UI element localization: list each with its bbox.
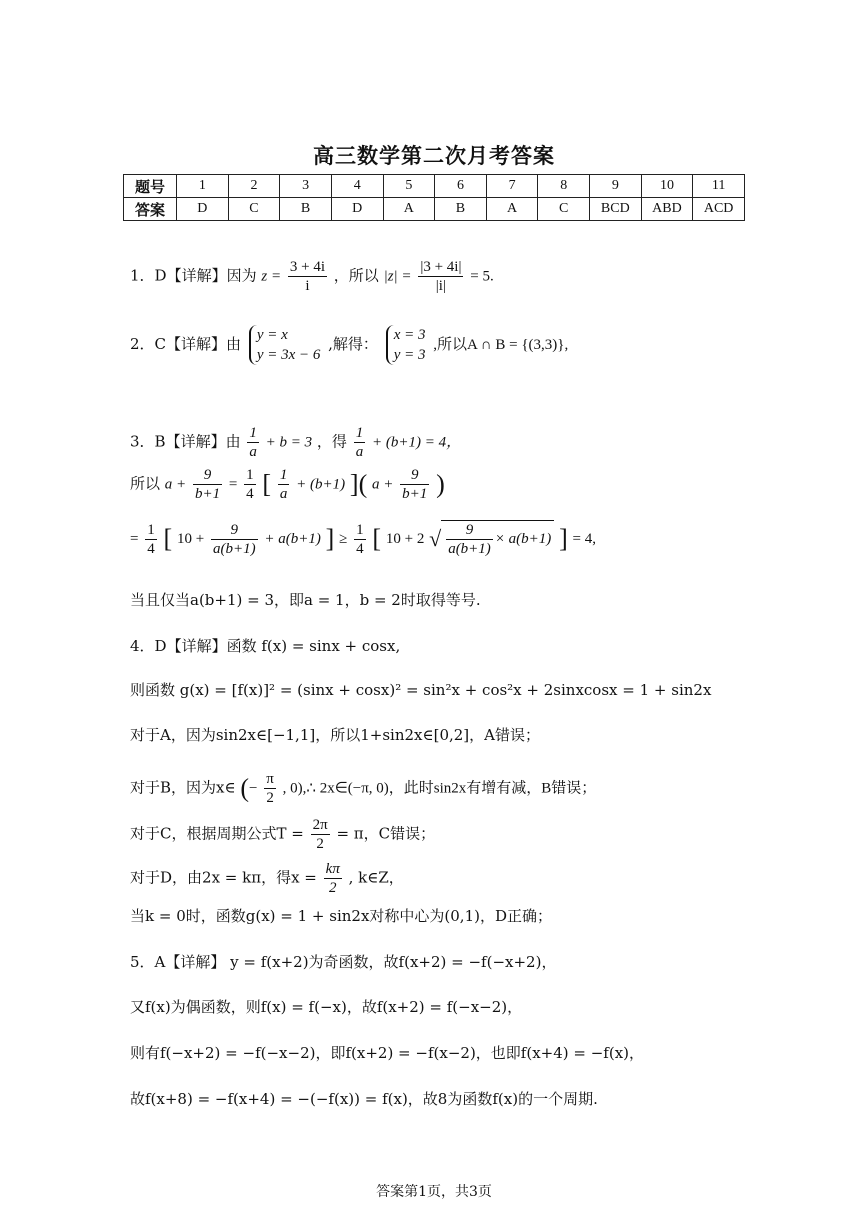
- solution-4-line-2: 则函数 g(x) = [f(x)]² = (sinx + cosx)² = sin²x + cos²x + 2sinxcosx = 1 + sin2x: [130, 681, 712, 699]
- fraction: $\frac{k\pi}{2}$: [325, 861, 340, 896]
- math-text: =: [130, 531, 139, 547]
- math-text: ≥: [339, 531, 348, 547]
- solution-3-line-1: [130, 424, 461, 461]
- table-cell: A: [383, 198, 435, 221]
- table-cell: D: [331, 198, 383, 221]
- fraction: $\frac{9}{b+1}$: [402, 467, 428, 502]
- solution-1-lead: 1．D【详解】因为: [130, 266, 257, 285]
- text: , k∈Z，: [348, 868, 404, 887]
- table-cell: D: [177, 198, 229, 221]
- table-cell: 3: [280, 175, 332, 198]
- bracket: ]: [559, 524, 568, 553]
- solution-4-line-7: 当k = 0时，函数g(x) = 1 + sin2x对称中心为(0,1)，D正确；: [130, 907, 553, 925]
- text: ，得: [316, 432, 347, 451]
- solution-3-lead: 3．B【详解】由: [130, 432, 241, 451]
- solution-4-line-4: 对于B，因为x∈ (− $\frac{\pi}{2}$ , 0),∴ 2x∈(−π, 0)，此时sin2x有增有减，B错误；: [130, 771, 597, 806]
- math-text: = 5.: [470, 268, 494, 285]
- bracket: ]: [325, 524, 335, 553]
- fraction: $\frac{9}{b+1}$: [194, 467, 221, 502]
- table-cell: 8: [538, 175, 590, 198]
- table-cell: C: [538, 198, 590, 221]
- solution-5-line-1: 5．A【详解】 y = f(x+2)为奇函数，故f(x+2) = −f(−x+2)，: [130, 953, 557, 971]
- math-text: a +: [164, 476, 187, 493]
- math-text: + b = 3: [265, 434, 313, 451]
- page-title: 高三数学第二次月考答案: [313, 143, 555, 168]
- math-text: =: [228, 476, 238, 493]
- text: 对于B，因为x∈: [130, 778, 236, 797]
- math-text: + (b+1) = 4，: [372, 434, 462, 451]
- table-cell: 11: [693, 175, 745, 198]
- math-text: + (b+1): [296, 476, 346, 493]
- fraction: $\frac{1}{a}$: [355, 425, 364, 460]
- solution-4-line-3: 对于A，因为sin2x∈[−1,1]，所以1+sin2x∈[0,2]，A错误；: [130, 726, 540, 744]
- text: 对于C，根据周期公式T =: [130, 824, 304, 843]
- solution-2-lead: 2．C【详解】由: [130, 335, 242, 353]
- table-header-answer: 答案: [124, 198, 177, 221]
- text: = π，C错误；: [336, 824, 436, 843]
- bracket: ]: [349, 469, 359, 499]
- bracket: (: [240, 773, 250, 803]
- math-text: = 4,: [572, 531, 596, 547]
- solution-5-line-2: 又f(x)为偶函数，则f(x) = f(−x)，故f(x+2) = f(−x−2)，: [130, 998, 523, 1016]
- fraction: $\frac{1}{a}$: [279, 467, 288, 502]
- math-text: 10 + 2: [385, 531, 425, 547]
- fraction: $\frac{2\pi}{2}$: [312, 817, 328, 852]
- table-cell: 10: [641, 175, 693, 198]
- math-text: z =: [261, 268, 282, 285]
- bracket: ): [436, 469, 445, 499]
- fraction: $\frac{3 + 4i}{i}$: [289, 259, 325, 294]
- table-row-numbers: [124, 175, 745, 198]
- table-cell: B: [435, 198, 487, 221]
- table-cell: 6: [435, 175, 487, 198]
- bracket: [: [163, 524, 173, 553]
- answer-table: [123, 174, 745, 221]
- fraction: $\frac{9}{a(b+1)}$: [212, 521, 256, 557]
- table-cell: ACD: [693, 198, 745, 221]
- table-cell: A: [486, 198, 538, 221]
- table-cell: 9: [590, 175, 642, 198]
- table-row-answers: [124, 198, 745, 221]
- bracket: (: [358, 469, 368, 499]
- math-text: 10 +: [176, 531, 205, 547]
- fraction: $\frac{1}{4}$: [246, 467, 254, 502]
- sqrt-icon: √: [429, 526, 442, 551]
- solution-4-line-5: [130, 816, 435, 853]
- fraction: $\frac{9}{a(b+1)}$: [448, 522, 491, 557]
- fraction: $\frac{1}{4}$: [147, 521, 155, 557]
- solution-5-line-4: 故f(x+8) = −f(x+4) = −(−f(x)) = f(x)，故8为函数f(x)的一个周期.: [130, 1090, 598, 1108]
- page-footer: 答案第1页，共3页: [376, 1184, 492, 1200]
- text: 所以: [130, 474, 161, 493]
- solution-3-line-4: 当且仅当a(b+1) = 3，即a = 1，b = 2时取得等号.: [130, 591, 481, 609]
- math-text: , 0),∴ 2x∈(−π, 0)，此时sin2x有增有减，B错误；: [282, 780, 597, 797]
- sqrt-content: $\frac{9}{a(b+1)}$ × a(b+1): [441, 520, 554, 558]
- bracket: [: [372, 524, 382, 553]
- table-cell: 5: [383, 175, 435, 198]
- solution-3-line-2: [130, 466, 445, 503]
- text: 对于D，由2x = kπ，得x =: [130, 868, 317, 887]
- equation-system: y = x y = 3x − 6: [249, 325, 321, 365]
- table-cell: 2: [228, 175, 280, 198]
- math-text: + a(b+1): [264, 531, 321, 547]
- text: ,解得：: [328, 335, 378, 353]
- solution-1: [130, 258, 494, 295]
- fraction: $\frac{1}{4}$: [356, 521, 364, 557]
- math-text: ,所以A ∩ B = {(3,3)},: [433, 337, 569, 353]
- fraction: $\frac{|3 + 4i|}{|i|}$: [420, 259, 462, 294]
- math-text: a +: [372, 476, 394, 493]
- table-cell: BCD: [590, 198, 642, 221]
- table-cell: ABD: [641, 198, 693, 221]
- table-cell: C: [228, 198, 280, 221]
- table-cell: B: [280, 198, 332, 221]
- table-header-number: 题号: [124, 175, 177, 198]
- bracket: [: [262, 469, 272, 499]
- solution-2: [130, 325, 568, 365]
- solution-5-line-3: 则有f(−x+2) = −f(−x−2)，即f(x+2) = −f(x−2)，也即f(x+4) = −f(x)，: [130, 1044, 645, 1062]
- text: ，所以: [333, 266, 379, 285]
- fraction: $\frac{1}{a}$: [249, 425, 257, 460]
- solution-4-line-6: [130, 860, 404, 897]
- solution-3-line-3: [130, 520, 596, 558]
- math-text: |z| =: [383, 268, 412, 285]
- table-cell: 1: [177, 175, 229, 198]
- table-cell: 7: [486, 175, 538, 198]
- solution-4-line-1: 4．D【详解】函数 f(x) = sinx + cosx,: [130, 637, 401, 655]
- table-cell: 4: [331, 175, 383, 198]
- solution-system: x = 3 y = 3: [386, 325, 426, 365]
- fraction: $\frac{\pi}{2}$: [266, 771, 274, 806]
